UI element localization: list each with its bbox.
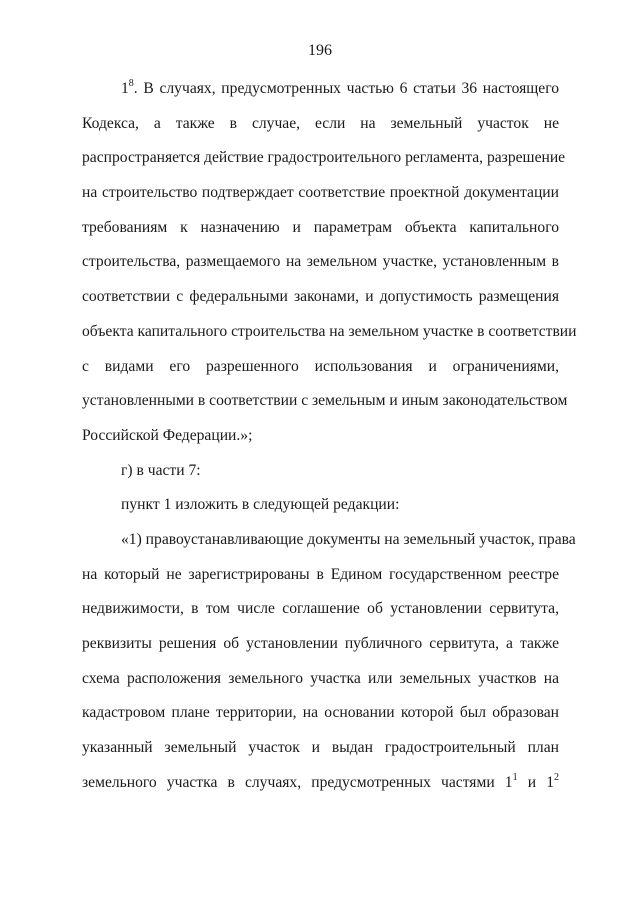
paragraph-line: кадастровом плане территории, на основании которой был образован bbox=[82, 704, 559, 722]
paragraph-line: требованиям к назначению и параметрам объекта капитального bbox=[82, 218, 559, 236]
paragraph-line: «1) правоустанавливающие документы на земельный участок, права bbox=[121, 530, 576, 548]
paragraph-line: пункт 1 изложить в следующей редакции: bbox=[121, 496, 400, 514]
paragraph-line: распространяется действие градостроительного регламента, разрешение bbox=[82, 149, 566, 167]
paragraph-line: на строительство подтверждает соответствие проектной документации bbox=[82, 184, 559, 202]
paragraph-line: $1^8$. В случаях, предусмотренных частью 6 статьи 36 настоящего bbox=[121, 77, 559, 97]
paragraph-line: объекта капитального строительства на земельном участке в соответствии bbox=[82, 322, 577, 340]
paragraph-line: схема расположения земельного участка или земельных участков на bbox=[82, 669, 559, 687]
paragraph-line: строительства, размещаемого на земельном участке, установленным в bbox=[82, 253, 559, 271]
paragraph-line: земельного участка в случаях, предусмотренных частями $1^1$ и $1^2$ bbox=[82, 771, 559, 791]
paragraph-line: недвижимости, в том числе соглашение об установлении сервитута, bbox=[82, 600, 559, 618]
body-text bbox=[82, 77, 577, 808]
paragraph-line: реквизиты решения об установлении публичного сервитута, а также bbox=[82, 635, 559, 652]
paragraph-line: на который не зарегистрированы в Едином государственном реестре bbox=[82, 565, 559, 583]
paragraph-line: г) в части 7: bbox=[121, 461, 201, 479]
page-number: 196 bbox=[308, 42, 332, 59]
paragraph-line: установленными в соответствии с земельным и иным законодательством bbox=[82, 392, 568, 410]
paragraph-line: указанный земельный участок и выдан градостроительный план bbox=[82, 739, 559, 757]
paragraph-line: Российской Федерации.»; bbox=[82, 426, 253, 444]
paragraph-line: соответствии с федеральными законами, и допустимость размещения bbox=[82, 288, 559, 306]
paragraph-line: с видами его разрешенного использования и ограничениями, bbox=[82, 357, 559, 375]
paragraph-line: Кодекса, а также в случае, если на земельный участок не bbox=[82, 114, 559, 132]
